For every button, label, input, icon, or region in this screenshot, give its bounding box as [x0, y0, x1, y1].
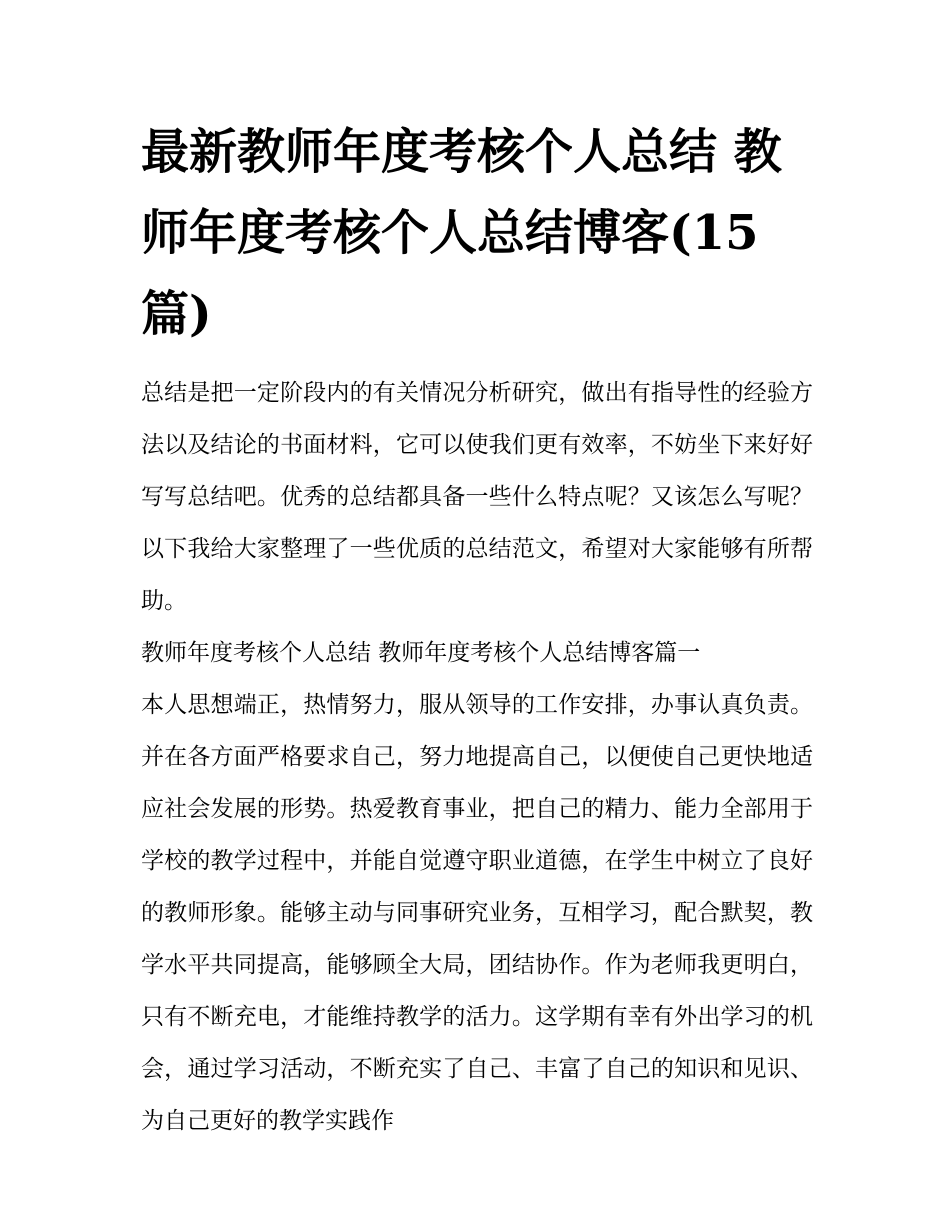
document-page	[141, 112, 813, 1147]
section-heading: 教师年度考核个人总结 教师年度考核个人总结博客篇一	[141, 640, 701, 666]
intro-paragraph: 总结是把一定阶段内的有关情况分析研究，做出有指导性的经验方法以及结论的书面材料，它可以使我们更有效率，不妨坐下来好好写写总结吧。优秀的总结都具备一些什么特点呢？又该怎么写呢？以下我给大家整理了一些优质的总结范文，希望对大家能够有所帮助。	[141, 380, 813, 614]
section-body-paragraph: 本人思想端正，热情努力，服从领导的工作安排，办事认真负责。并在各方面严格要求自己，努力地提高自己，以便使自己更快地适应社会发展的形势。热爱教育事业，把自己的精力、能力全部用于学校的教学过程中，并能自觉遵守职业道德，在学生中树立了良好的教师形象。能够主动与同事研究业务，互相学习，配合默契，教学水平共同提高，能够顾全大局，团结协作。作为老师我更明白，只有不断充电，才能维持教学的活力。这学期有幸有外出学习的机会，通过学习活动，不断充实了自己、丰富了自己的知识和见识、为自己更好的教学实践作	[141, 692, 813, 1134]
document-title: 最新教师年度考核个人总结 教师年度考核个人总结博客(15篇)	[141, 124, 782, 342]
